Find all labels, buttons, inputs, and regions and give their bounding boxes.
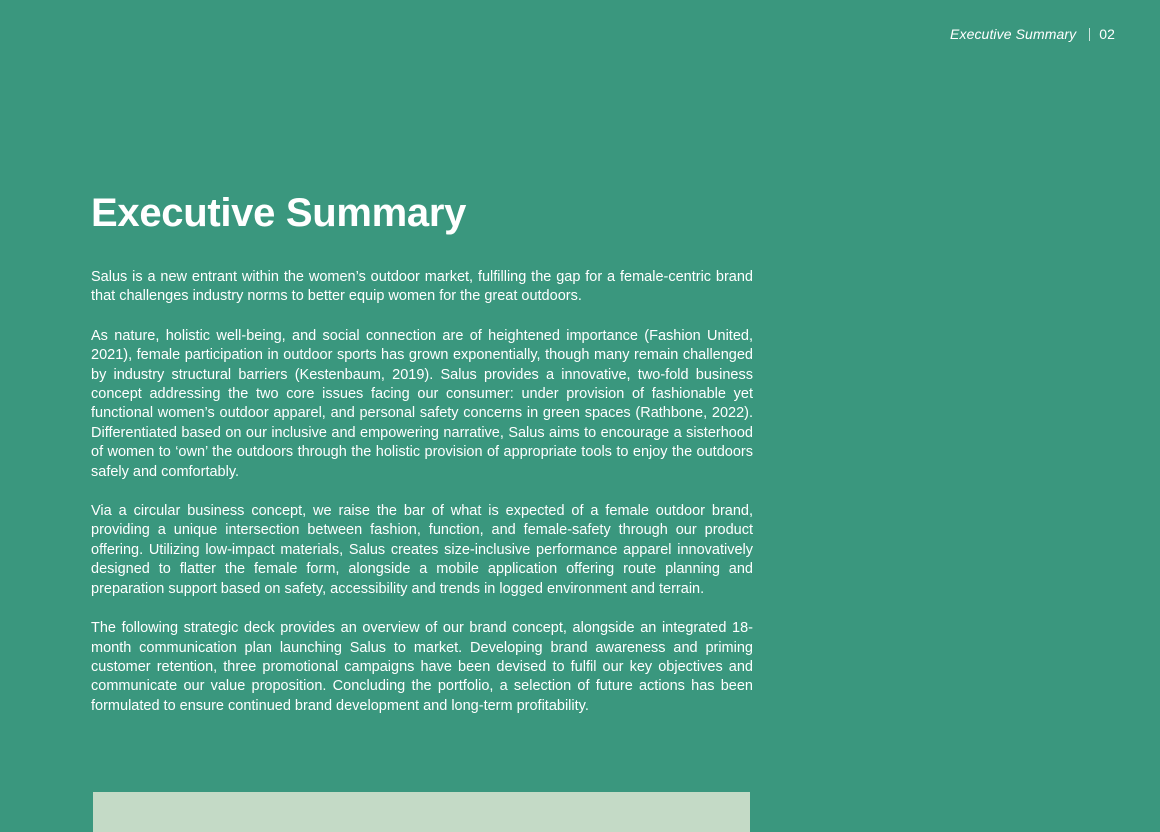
paragraph-strategic-deck: The following strategic deck provides an overview of our brand concept, alongside an integrated 18-month communication plan launching Salus to market. Developing brand awareness and priming customer retention, three promotional campaigns have been devised to fulfil our key objectives and communicate our value proposition. Concluding the portfolio, a selection of future actions has been formulated to ensure continued brand development and long-term profitability. [91,620,753,714]
page-header [950,26,1115,42]
paragraph-business-concept: Via a circular business concept, we raise the bar of what is expected of a female outdoor brand, providing a unique intersection between fashion, function, and female-safety through our product offering. Utilizing low-impact materials, Salus creates size-inclusive performance apparel innovatively designed to flatter the female form, alongside a mobile application offering route planning and preparation support based on safety, accessibility and trends in logged environment and terrain. [91,503,753,597]
header-section-title: Executive Summary [950,26,1077,42]
footer-image-placeholder [93,792,750,832]
header-divider [1089,28,1090,41]
page-number: 02 [1099,26,1115,42]
page-title: Executive Summary [91,191,467,235]
paragraph-intro: Salus is a new entrant within the women’s outdoor market, fulfilling the gap for a female-centric brand that challenges industry norms to better equip women for the great outdoors. [91,269,753,305]
summary-body [91,268,753,736]
paragraph-context: As nature, holistic well-being, and social connection are of heightened importance (Fashion United, 2021), female participation in outdoor sports has grown exponentially, though many remain challenged by industry structural barriers (Kestenbaum, 2019). Salus provides a innovative, two-fold business concept addressing the two core issues facing our consumer: under provision of fashionable yet functional women’s outdoor apparel, and personal safety concerns in green spaces (Rathbone, 2022). Differentiated based on our inclusive and empowering narrative, Salus aims to encourage a sisterhood of women to ‘own’ the outdoors through the holistic provision of appropriate tools to enjoy the outdoors safely and comfortably. [91,327,753,480]
